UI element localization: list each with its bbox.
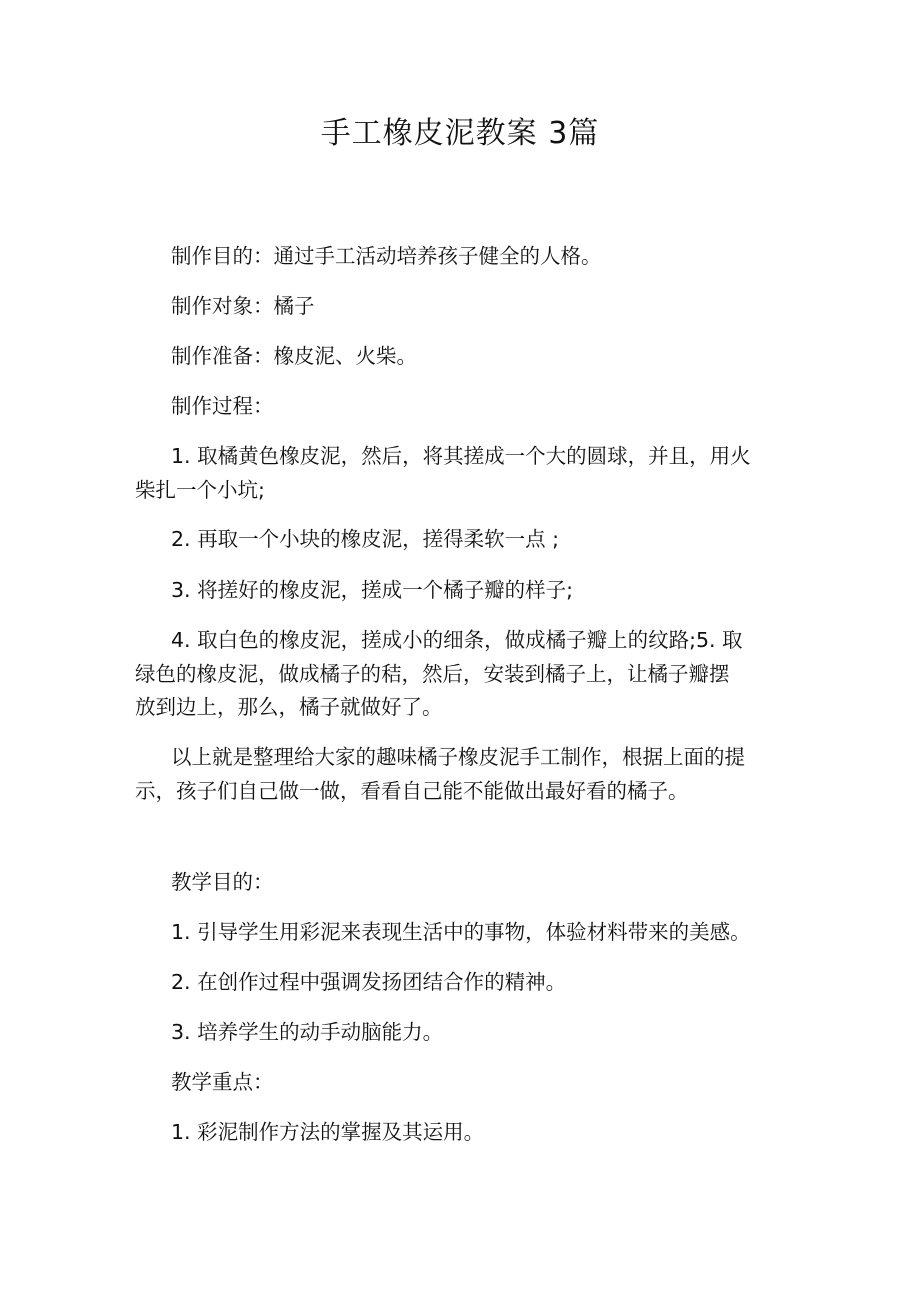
- purpose-line: 制作目的：通过手工活动培养孩子健全的人格。: [171, 244, 602, 268]
- focus1-line: 1. 彩泥制作方法的掌握及其运用。: [171, 1120, 485, 1144]
- summary-line2: 示，孩子们自己做一做，看看自己能不能做出最好看的橘子。: [135, 779, 689, 803]
- preparation-line: 制作准备：橡皮泥、火柴。: [171, 344, 417, 368]
- process-heading: 制作过程：: [171, 394, 274, 418]
- document-title: 手工橡皮泥教案 3篇: [320, 116, 600, 151]
- step4-line2: 绿色的橡皮泥，做成橘子的秸，然后，安装到橘子上，让橘子瓣摆: [135, 662, 730, 686]
- step3-line: 3. 将搓好的橡皮泥，搓成一个橘子瓣的样子;: [171, 578, 573, 602]
- step1-line2: 柴扎一个小坑;: [135, 478, 265, 502]
- goal1-line: 1. 引导学生用彩泥来表现生活中的事物，体验材料带来的美感。: [171, 920, 751, 944]
- step1-line1: 1. 取橘黄色橡皮泥，然后，将其搓成一个大的圆球，并且，用火: [171, 444, 751, 468]
- step4-line3: 放到边上，那么，橘子就做好了。: [135, 695, 443, 719]
- step4-line1: 4. 取白色的橡皮泥，搓成小的细条，做成橘子瓣上的纹路;5. 取: [171, 628, 743, 652]
- goals-heading: 教学目的：: [171, 870, 274, 894]
- goal3-line: 3. 培养学生的动手动脑能力。: [171, 1020, 444, 1044]
- object-line: 制作对象：橘子: [171, 294, 315, 318]
- goal2-line: 2. 在创作过程中强调发扬团结合作的精神。: [171, 970, 567, 994]
- focus-heading: 教学重点：: [171, 1070, 274, 1094]
- step2-line: 2. 再取一个小块的橡皮泥，搓得柔软一点 ;: [171, 527, 559, 551]
- summary-line1: 以上就是整理给大家的趣味橘子橡皮泥手工制作，根据上面的提: [171, 745, 745, 769]
